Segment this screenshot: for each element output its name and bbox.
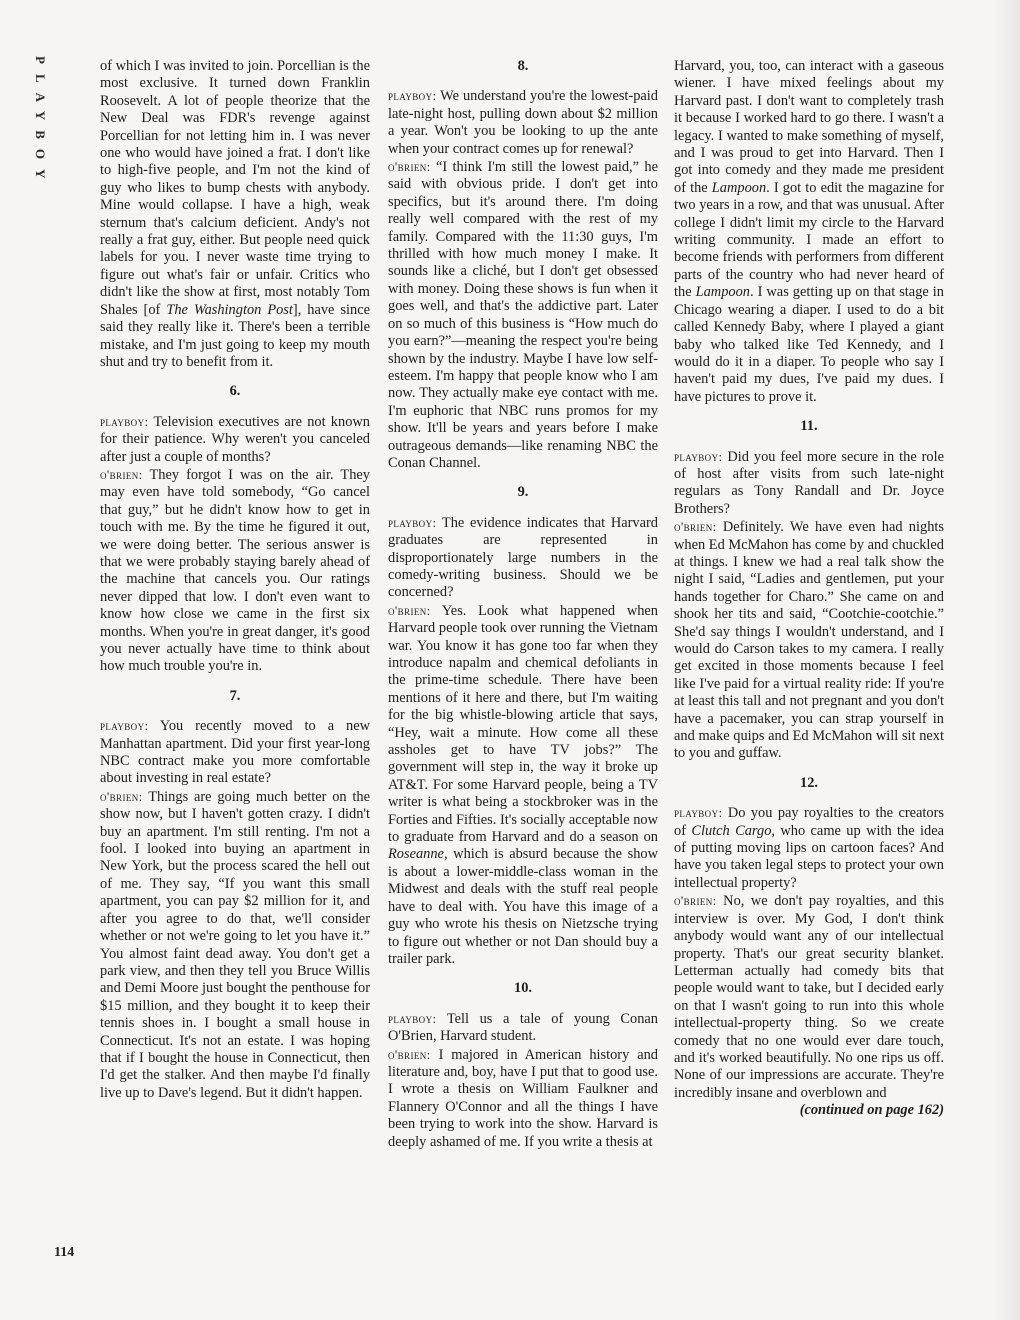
speaker-label: playboy: [388, 1010, 437, 1026]
speaker-label: playboy: [674, 448, 723, 464]
continued-note: (continued on page 162) [799, 1102, 944, 1119]
question: playboy: Do you pay royalties to the creators of Clutch Cargo, who came up with the idea of putting moving lips on cartoon faces? And have you taken legal steps to protect your own intellectual property? [674, 805, 944, 891]
paragraph: Harvard, you, too, can interact with a gaseous wiener. I have mixed feelings about my Harvard past. I don't want to completely trash it because I worked hard to go there. I wasn't a legacy. I wanted to make something of myself, and I was proud to get into Harvard. Then I got into comedy and they made me president of the Lampoon. I got to edit the magazine for two years in a row, and that was unusual. After college I didn't limit my circle to the Harvard writing community. I made an effort to become friends with performers from different parts of the country who had never heard of the Lampoon. I was getting up on that stage in Chicago wearing a diaper. I used to do a bit called Kennedy Baby, where I played a giant baby who talked like Ted Kennedy, and I would do it in a diaper. To people who say I haven't paid my dues, I've paid my dues. I have pictures to prove it. [674, 58, 944, 405]
answer: o'brien: Things are going much better on the show now, but I haven't gotten crazy. I didn't buy an apartment. I'm still renting. I'm not a fool. I looked into buying an apartment in New York, but the process scared the hell out of me. They say, “If you want this small apartment, you can pay $2 million for it, and after you agree to do that, we'll consider whether or not we're going to let you have it.” You almost faint dead away. You don't get a park view, and then they tell you Bruce Willis and Demi Moore just bought the penthouse for $15 million, and they bought it to keep their tennis shoes in. I bought a small house in Connecticut. It's not an estate. I was hoping that if I bought the house in Connecticut, then I'd get the stalker. And then maybe I'd finally live up to Dave's legend. But it didn't happen. [100, 788, 370, 1101]
answer: o'brien: Yes. Look what happened when Harvard people took over running the Vietnam war. You know it has gone too far when they introduce napalm and chemical defoliants in the prime-time schedule. There have been mentions of it here and there, but I'm waiting for the big whistle-blowing article that says, “Hey, wait a minute. How come all these assholes get to have TV jobs?” The government will step in, the way it broke up AT&T. For some Harvard people, being a TV writer is what being a stockbroker was in the Forties and Fifties. It's socially acceptable now to graduate from Harvard and do a season on Roseanne, which is absurd because the show is about a lower-middle-class woman in the Midwest and deals with the stuff real people have to deal with. You have this image of a guy who wrote his thesis on Nietzsche trying to figure out whether or not Dan should buy a trailer park. [388, 602, 658, 967]
answer: o'brien: Definitely. We have even had nights when Ed McMahon has come by and chuckled at things. I knew we had a real talk show the night I said, “Ladies and gentlemen, put your hands together for Charo.” She came on and shook her tits and said, “Cootchie-cootchie.” She'd say things I wouldn't understand, and I would do Carson takes to my camera. I really get excited in those moments because I feel like I've paid for a virtual reality ride: If you're at least this tall and not pregnant and you don't have a pacemaker, you can strap yourself in and make quips and Ed McMahon will sit next to you and guffaw. [674, 519, 944, 762]
text-column-3 [674, 58, 944, 1120]
show-title: Roseanne [388, 846, 444, 863]
running-head: PLAYBOY [33, 56, 48, 189]
question: playboy: Tell us a tale of young Conan O'Brien, Harvard student. [388, 1010, 658, 1045]
answer: o'brien: No, we don't pay royalties, and this interview is over. My God, I don't think anybody would want any of our intellectual property. That's our great security blanket. Letterman actually had comedy bits that people would want to take, but I decided early on that I wasn't going to run into this whole intellectual-property thing. So we create comedy that no one would ever dare touch, and it's worked beautifully. No one rips us off. None of our impressions are accurate. They're incredibly insane and overblown and [674, 893, 944, 1101]
question: playboy: Television executives are not known for their patience. Why weren't you canceled after just a couple of months? [100, 413, 370, 465]
question-number: 10. [514, 980, 532, 997]
speaker-label: playboy: [388, 514, 437, 530]
speaker-label: o'brien: [388, 1046, 431, 1062]
page-number: 114 [54, 1245, 75, 1260]
question-number: 7. [229, 687, 241, 704]
speaker-label: playboy: [674, 805, 723, 821]
magazine-title: Lampoon [711, 179, 767, 196]
speaker-label: o'brien: [388, 159, 431, 175]
page-edge-shadow [994, 0, 1020, 1320]
answer: o'brien: They forgot I was on the air. They may even have told somebody, “Go cancel that guy,” but he didn't know how to get in touch with me. By the time he figured it out, we were doing better. The serious answer is that we were probably staying barely ahead of the machine that cancels you. Our ratings never dipped that low. I don't even want to know how close we came in the first six months. When you're in great danger, it's good you never actually have time to think about how much trouble you're in. [100, 466, 370, 675]
answer: o'brien: I majored in American history and literature and, boy, have I put that to good use. I wrote a thesis on William Faulkner and Flannery O'Connor and all the things I have been trying to work into the show. Harvard is deeply ashamed of me. If you write a thesis at [388, 1046, 658, 1150]
question-number: 6. [229, 383, 241, 400]
speaker-label: o'brien: [100, 466, 143, 482]
text-column-2 [388, 58, 658, 1151]
question-number: 9. [517, 484, 529, 501]
question-number: 12. [800, 774, 818, 791]
speaker-label: o'brien: [674, 519, 717, 535]
question-number: 11. [800, 418, 818, 435]
publication-title: The Washington Post [166, 301, 293, 318]
speaker-label: o'brien: [674, 893, 717, 909]
paragraph: of which I was invited to join. Porcellian is the most exclusive. It turned down Franklin Roosevelt. A lot of people theorize that the New Deal was FDR's revenge against Porcellian for not letting him in. I was never one who would have joined a frat. I don't like to high-five people, and I'm not the kind of guy who likes to bump chests with anybody. Mine would collapse. I have a high, weak sternum that's calcium deficient. Andy's not really a frat guy, either. But people need quick labels for you. I never waste time trying to figure out what's fair or unfair. Critics who didn't like the show at first, most notably Tom Shales [of The Washington Post], have since said they really like it. There's been a terrible mistake, and I'm just going to keep my mouth shut and try to benefit from it. [100, 58, 370, 370]
speaker-label: playboy: [100, 413, 149, 429]
question: playboy: The evidence indicates that Harvard graduates are represented in disproportionately large numbers in the comedy-writing business. Should we be concerned? [388, 514, 658, 601]
magazine-title: Lampoon [695, 284, 750, 301]
speaker-label: playboy: [388, 88, 437, 104]
speaker-label: o'brien: [100, 788, 143, 804]
question-number: 8. [517, 58, 529, 74]
answer: o'brien: “I think I'm still the lowest paid,” he said with obvious pride. I don't get into specifics, but it's around there. I'm doing really well compared with the rest of my family. Compared with the 11:30 guys, I'm thrilled with how much money I make. It sounds like a cliché, but I don't get obsessed with money. Doing these shows is fun when it goes well, and that's the addictive part. Later on so much of this business is “How much do you earn?”—meaning the respect you're being shown by the industry. Maybe I have low self-esteem. I'm happy that people know who I am now. They actually make eye contact with me. I'm euphoric that NBC runs promos for my show. It'll be years and years before I make outrageous demands—like renaming NBC the Conan Channel. [388, 159, 658, 471]
question: playboy: You recently moved to a new Manhattan apartment. Did your first year-long NBC contract make you more comfortable about investing in real estate? [100, 718, 370, 787]
question: playboy: We understand you're the lowest-paid late-night host, pulling down about $2 million a year. Won't you be looking to up the ante when your contract comes up for renewal? [388, 88, 658, 157]
speaker-label: o'brien: [388, 602, 431, 618]
text-column-1 [100, 58, 370, 1102]
question: playboy: Did you feel more secure in the role of host after visits from such late-night regulars as Tony Randall and Dr. Joyce Brothers? [674, 448, 944, 517]
cartoon-title: Clutch Cargo [691, 822, 772, 839]
speaker-label: playboy: [100, 718, 149, 734]
